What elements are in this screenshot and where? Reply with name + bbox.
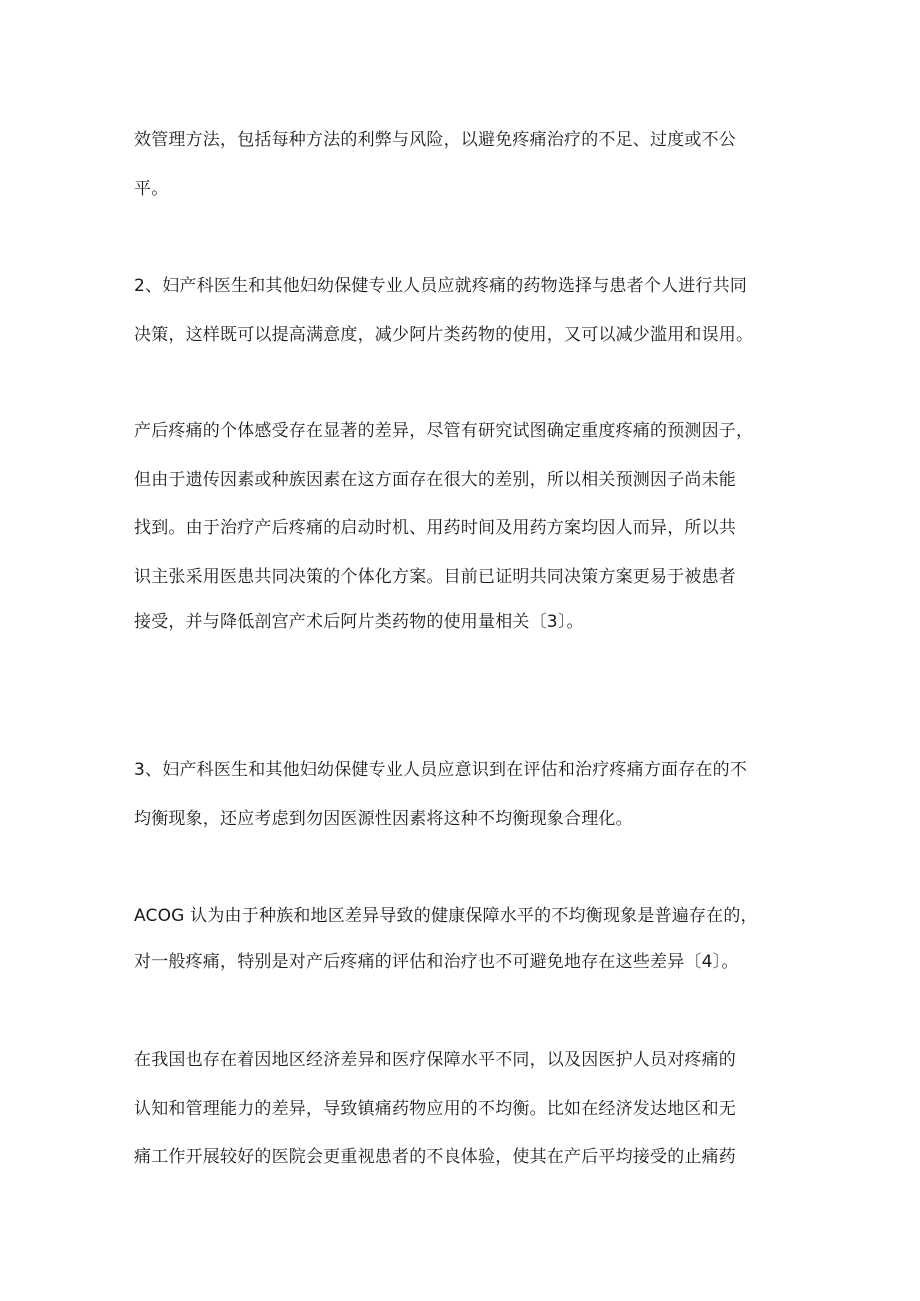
text-line: 均衡现象，还应考虑到勿因医源性因素将这种不均衡现象合理化。 <box>134 809 633 829</box>
text-line: 产后疼痛的个体感受存在显著的差异，尽管有研究试图确定重度疼痛的预测因子， <box>134 421 754 441</box>
text-line: 认知和管理能力的差异，导致镇痛药物应用的不均衡。比如在经济发达地区和无 <box>134 1099 736 1119</box>
text-line: 平。 <box>134 179 169 199</box>
text-line: ACOG 认为由于种族和地区差异导致的健康保障水平的不均衡现象是普遍存在的， <box>134 906 758 926</box>
text-line: 找到。由于治疗产后疼痛的启动时机、用药时间及用药方案均因人而异，所以共 <box>134 518 736 538</box>
text-line: 痛工作开展较好的医院会更重视患者的不良体验，使其在产后平均接受的止痛药 <box>134 1147 736 1167</box>
text-line: 2、妇产科医生和其他妇幼保健专业人员应就疼痛的药物选择与患者个人进行共同 <box>134 276 748 296</box>
text-line: 在我国也存在着因地区经济差异和医疗保障水平不同，以及因医护人员对疼痛的 <box>134 1050 736 1070</box>
text-line: 效管理方法，包括每种方法的利弊与风险，以避免疼痛治疗的不足、过度或不公 <box>134 130 736 150</box>
text-line: 3、妇产科医生和其他妇幼保健专业人员应意识到在评估和治疗疼痛方面存在的不 <box>134 760 748 780</box>
text-line: 决策，这样既可以提高满意度，减少阿片类药物的使用，又可以减少滥用和误用。 <box>134 325 754 345</box>
text-line: 识主张采用医患共同决策的个体化方案。目前已证明共同决策方案更易于被患者 <box>134 567 736 587</box>
text-line: 接受，并与降低剖宫产术后阿片类药物的使用量相关〔3〕。 <box>134 612 584 632</box>
text-line: 但由于遗传因素或种族因素在这方面存在很大的差别，所以相关预测因子尚未能 <box>134 470 736 490</box>
text-line: 对一般疼痛，特别是对产后疼痛的评估和治疗也不可避免地存在这些差异〔4〕。 <box>134 952 739 972</box>
